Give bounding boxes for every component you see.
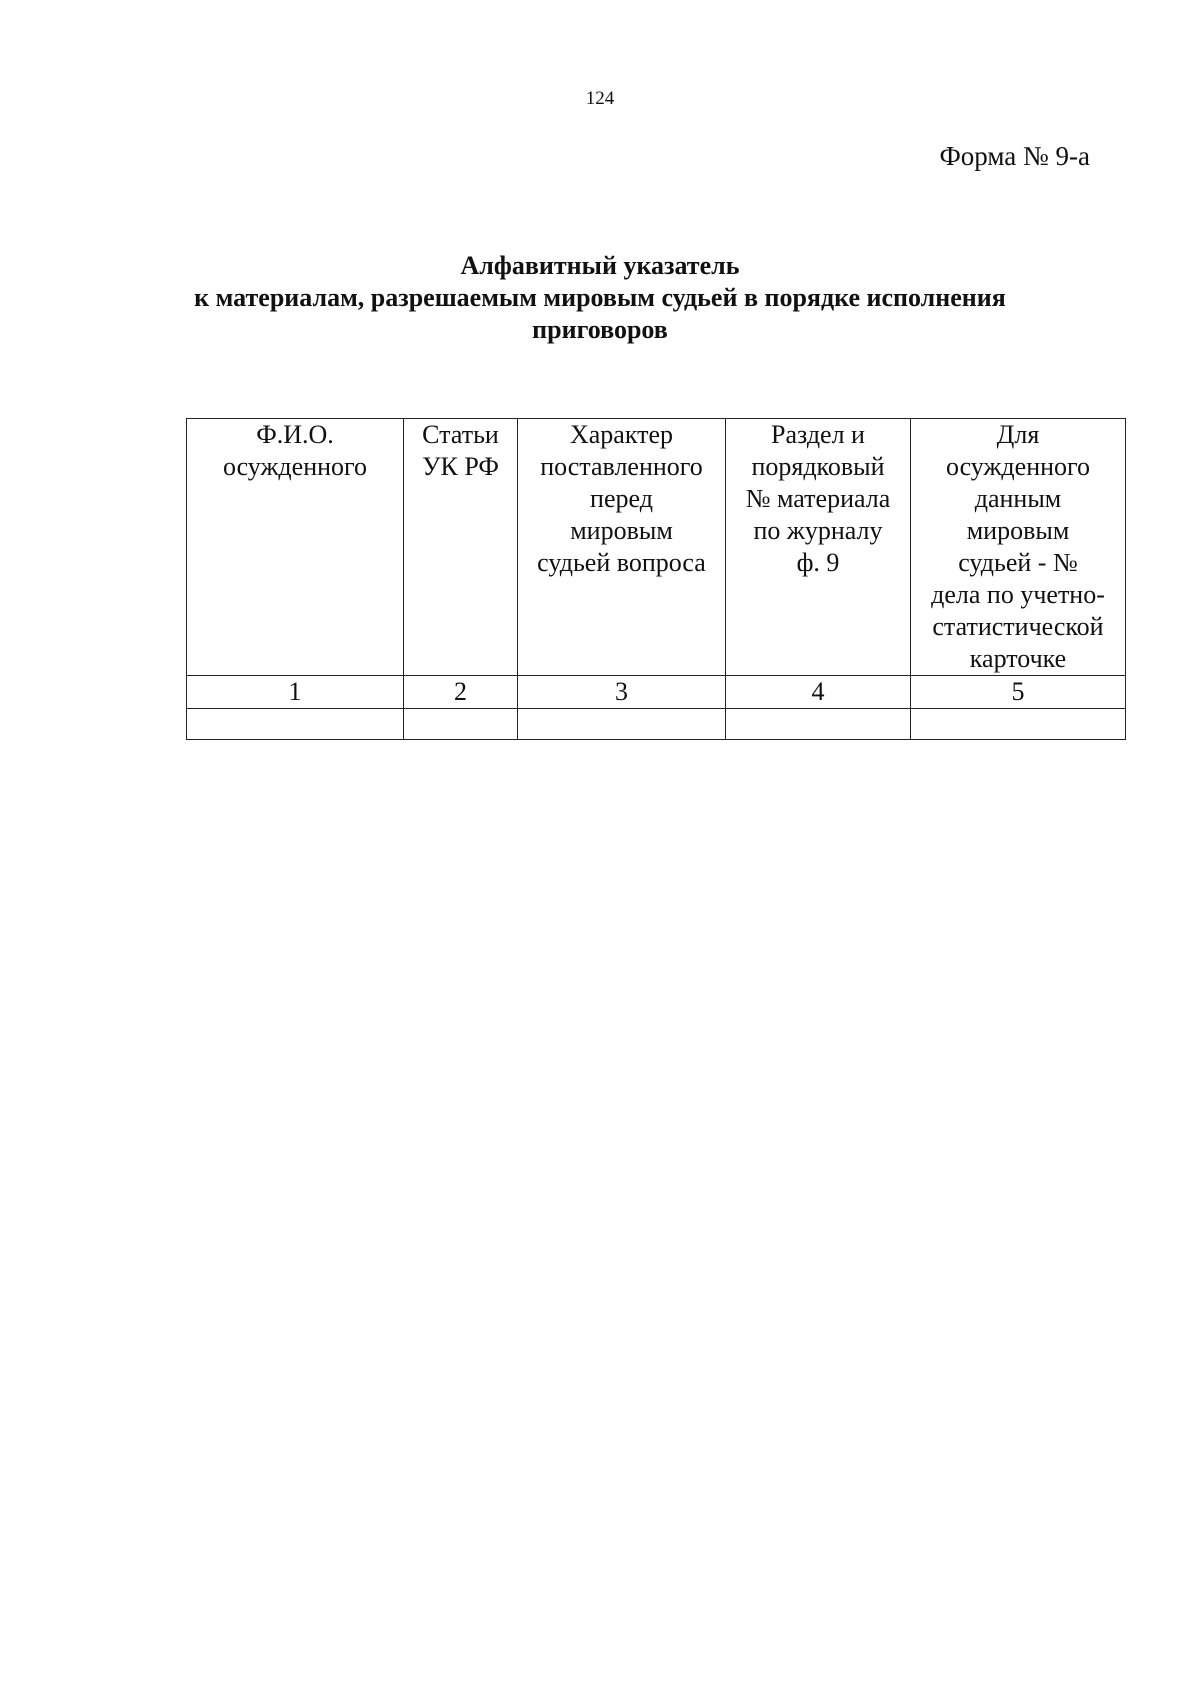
table-row	[187, 709, 1126, 740]
header-fio: Ф.И.О. осужденного	[222, 420, 368, 481]
column-number: 1	[187, 676, 404, 709]
table-cell	[726, 709, 911, 740]
header-articles: Статьи УК РФ	[422, 420, 499, 481]
table-cell	[187, 709, 404, 740]
header-case-number: Для осужденного данным мировым судьей - № дела по учетно- статистической карточке	[931, 420, 1105, 673]
column-number: 2	[404, 676, 518, 709]
table-cell	[911, 709, 1126, 740]
page-number: 124	[585, 88, 615, 109]
title-line-3: приговоров	[532, 315, 668, 344]
header-cell	[518, 419, 726, 676]
header-question-type: Характер поставленного перед мировым судьей вопроса	[537, 420, 706, 577]
header-cell	[911, 419, 1126, 676]
column-number-row	[187, 676, 1126, 709]
header-cell	[187, 419, 404, 676]
column-number: 4	[726, 676, 911, 709]
title-line-2: к материалам, разрешаемым мировым судьей в порядке исполнения	[194, 283, 1006, 312]
register-table	[186, 418, 1126, 740]
form-label: Форма № 9-а	[939, 141, 1090, 171]
table-header-row	[187, 419, 1126, 676]
table-cell	[518, 709, 726, 740]
header-cell	[404, 419, 518, 676]
header-section-number: Раздел и порядковый № материала по журналу ф. 9	[745, 420, 891, 577]
document-title	[180, 250, 1020, 346]
title-line-1: Алфавитный указатель	[460, 251, 740, 280]
table-cell	[404, 709, 518, 740]
header-cell	[726, 419, 911, 676]
column-number: 5	[911, 676, 1126, 709]
column-number: 3	[518, 676, 726, 709]
